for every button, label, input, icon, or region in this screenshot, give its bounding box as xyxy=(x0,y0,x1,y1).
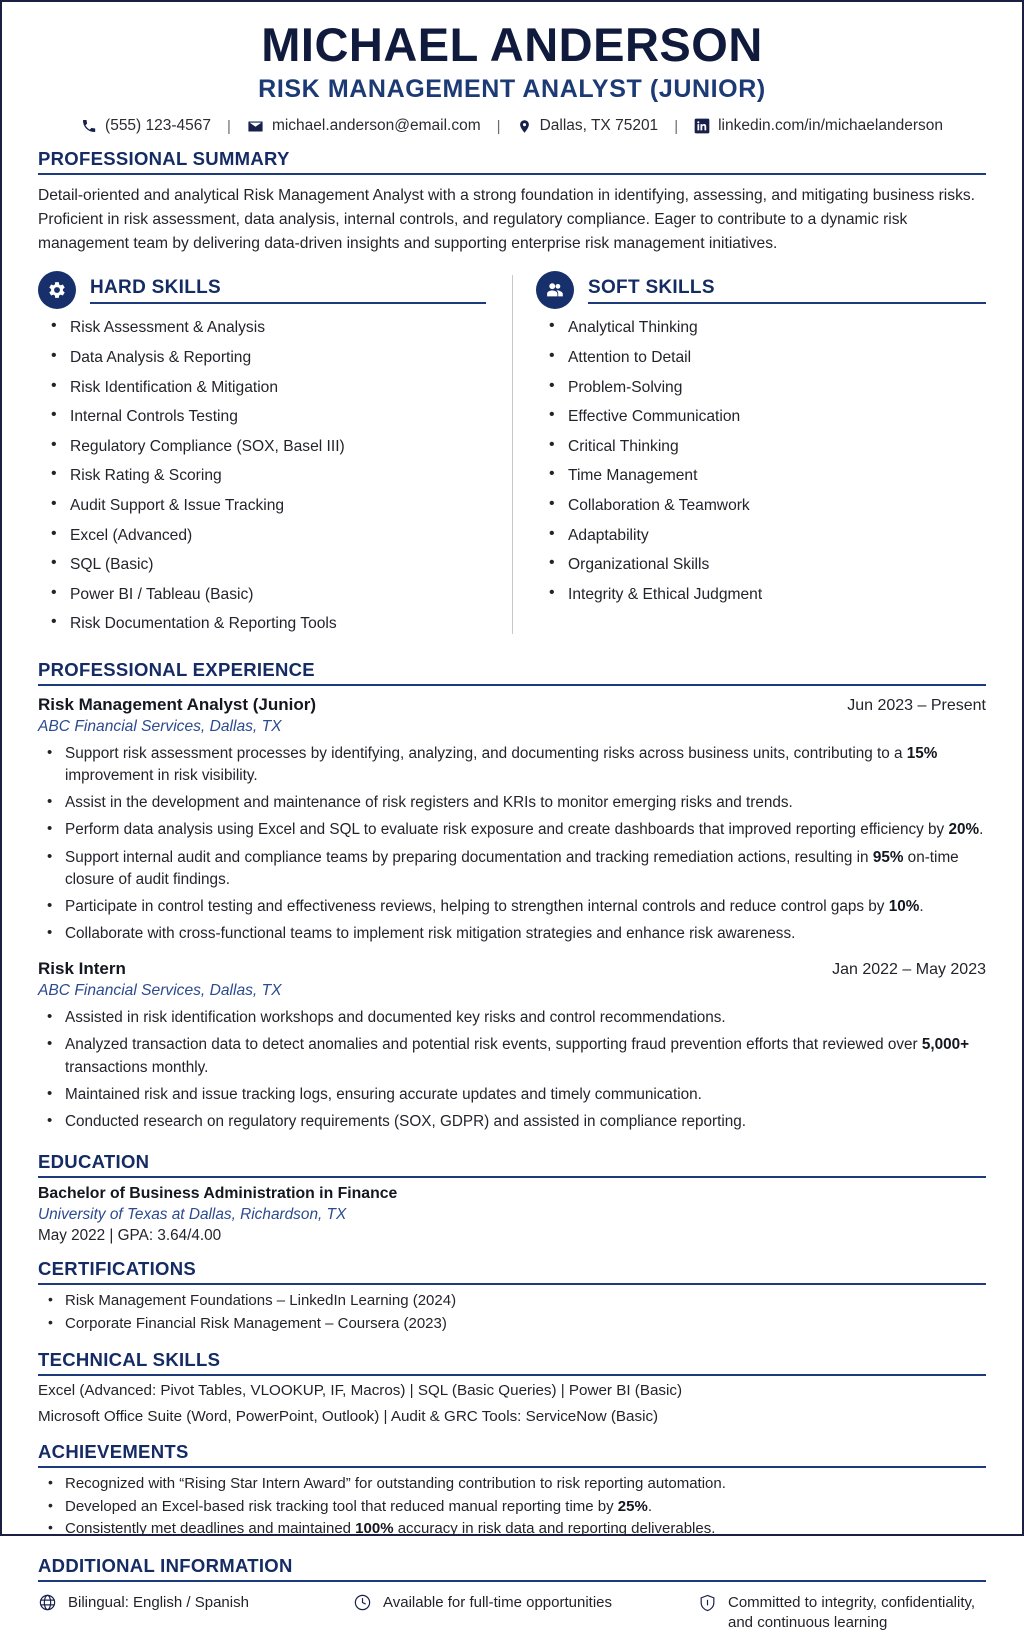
additional-info-text: Bilingual: English / Spanish xyxy=(68,1593,249,1611)
hard-skills-list xyxy=(38,309,486,632)
email-icon xyxy=(247,118,264,135)
list-item: • Recognized with “Rising Star Intern Award” for outstanding contribution to risk reporting automation. xyxy=(38,1474,986,1494)
list-item: • Analyzed transaction data to detect anomalies and potential risk events, supporting fraud prevention efforts that reviewed over 5,000+ transactions monthly. xyxy=(38,1034,986,1078)
list-item: • Excel (Advanced) xyxy=(38,528,486,544)
contact-separator: | xyxy=(227,117,231,135)
list-item: • SQL (Basic) xyxy=(38,557,486,573)
soft-skills-header xyxy=(536,271,986,309)
job-company: ABC Financial Services, Dallas, TX xyxy=(38,982,282,1000)
job-bullets xyxy=(38,736,986,945)
contact-row xyxy=(38,103,986,135)
people-icon xyxy=(536,271,574,309)
list-item: • Regulatory Compliance (SOX, Basel III) xyxy=(38,439,486,455)
hard-skills-column xyxy=(38,271,512,646)
contact-phone-text: (555) 123-4567 xyxy=(105,117,212,135)
list-item: • Perform data analysis using Excel and SQL to evaluate risk exposure and create dashboards that improved reporting efficiency by 20%. xyxy=(38,819,986,841)
list-item: • Consistently met deadlines and maintained 100% accuracy in risk data and reporting deliverables. xyxy=(38,1519,986,1539)
education-meta: May 2022 | GPA: 3.64/4.00 xyxy=(38,1227,222,1245)
list-item: • Integrity & Ethical Judgment xyxy=(536,587,986,603)
clock-icon xyxy=(353,1592,372,1612)
soft-skills-column xyxy=(512,271,986,646)
list-item: • Corporate Financial Risk Management – Coursera (2023) xyxy=(38,1314,986,1334)
list-item: • Assisted in risk identification workshops and documented key risks and control recommendations. xyxy=(38,1007,986,1029)
list-item: • Analytical Thinking xyxy=(536,320,986,336)
list-item: • Critical Thinking xyxy=(536,439,986,455)
technical-skills-line: Excel (Advanced: Pivot Tables, VLOOKUP, IF, Macros) | SQL (Basic Queries) | Power BI (Basic) xyxy=(38,1382,683,1400)
achievements-list xyxy=(38,1468,986,1539)
job-company: ABC Financial Services, Dallas, TX xyxy=(38,717,282,735)
experience-entry xyxy=(38,950,986,1133)
additional-info-text: Committed to integrity, confidentiality, and continuous learning xyxy=(728,1593,976,1631)
skills-section xyxy=(38,255,986,646)
section-heading-experience: PROFESSIONAL EXPERIENCE xyxy=(38,658,315,680)
additional-info-item-language xyxy=(38,1592,353,1613)
page-title: MICHAEL ANDERSON xyxy=(261,18,763,71)
contact-linkedin[interactable] xyxy=(694,117,943,135)
technical-skills-line: Microsoft Office Suite (Word, PowerPoint, Outlook) | Audit & GRC Tools: ServiceNow (Basic) xyxy=(38,1408,659,1426)
list-item: • Power BI / Tableau (Basic) xyxy=(38,587,486,603)
list-item: • Audit Support & Issue Tracking xyxy=(38,498,486,514)
education-degree: Bachelor of Business Administration in Finance xyxy=(38,1185,398,1203)
linkedin-icon xyxy=(694,118,710,134)
contact-location-text: Dallas, TX 75201 xyxy=(539,117,659,135)
experience-entry xyxy=(38,686,986,945)
list-item: • Problem-Solving xyxy=(536,380,986,396)
section-heading-additional-information: ADDITIONAL INFORMATION xyxy=(38,1554,293,1576)
hard-skills-header xyxy=(38,271,486,309)
list-item: • Attention to Detail xyxy=(536,350,986,366)
list-item: • Maintained risk and issue tracking logs, ensuring accurate updates and timely communication. xyxy=(38,1084,986,1106)
soft-skills-list xyxy=(536,309,986,602)
additional-info-text: Available for full-time opportunities xyxy=(383,1593,613,1611)
list-item: • Assist in the development and maintenance of risk registers and KRIs to monitor emerging risks and trends. xyxy=(38,792,986,814)
location-pin-icon xyxy=(517,118,532,135)
list-item: • Support internal audit and compliance teams by preparing documentation and tracking remediation actions, resulting in 95% on-time closure of audit findings. xyxy=(38,847,986,891)
soft-skills-rule xyxy=(588,302,986,304)
list-item: • Risk Management Foundations – LinkedIn Learning (2024) xyxy=(38,1291,986,1311)
education-school: University of Texas at Dallas, Richardson, TX xyxy=(38,1206,347,1224)
list-item: • Risk Documentation & Reporting Tools xyxy=(38,616,486,632)
professional-summary-text: Detail-oriented and analytical Risk Management Analyst with a strong foundation in identifying, assessing, and mitigating business risks. Proficient in risk assessment, data analysis, internal controls, and regulatory compliance. Eager to contribute to a dynamic risk management team by delivering data-driven insights and supporting enterprise risk management initiatives. xyxy=(38,187,975,252)
list-item: • Risk Rating & Scoring xyxy=(38,468,486,484)
phone-icon xyxy=(81,118,97,134)
list-item: • Time Management xyxy=(536,468,986,484)
list-item: • Data Analysis & Reporting xyxy=(38,350,486,366)
additional-info-item-integrity xyxy=(698,1592,986,1633)
list-item: • Effective Communication xyxy=(536,409,986,425)
certifications-list xyxy=(38,1285,986,1333)
job-headline: RISK MANAGEMENT ANALYST (JUNIOR) xyxy=(258,74,766,103)
hard-skills-title: HARD SKILLS xyxy=(90,276,222,298)
contact-phone[interactable] xyxy=(81,117,211,135)
list-item: • Participate in control testing and effectiveness reviews, helping to strengthen internal controls and reduce control gaps by 10%. xyxy=(38,896,986,918)
contact-separator: | xyxy=(674,117,679,135)
section-heading-professional-summary: PROFESSIONAL SUMMARY xyxy=(38,148,290,170)
gear-icon xyxy=(38,271,76,309)
job-dates: Jun 2023 – Present xyxy=(847,696,986,714)
shield-icon xyxy=(698,1592,717,1613)
section-heading-technical-skills: TECHNICAL SKILLS xyxy=(38,1349,221,1371)
contact-email-text: michael.anderson@email.com xyxy=(271,117,481,135)
contact-linkedin-text: linkedin.com/in/michaelanderson xyxy=(718,117,943,135)
job-title: Risk Intern xyxy=(38,959,126,979)
contact-email[interactable] xyxy=(247,117,481,135)
contact-location xyxy=(517,117,659,135)
list-item: • Conducted research on regulatory requirements (SOX, GDPR) and assisted in compliance reporting. xyxy=(38,1111,986,1133)
section-heading-certifications: CERTIFICATIONS xyxy=(38,1258,197,1280)
contact-separator: | xyxy=(496,117,501,135)
list-item: • Adaptability xyxy=(536,528,986,544)
list-item: • Risk Assessment & Analysis xyxy=(38,320,486,336)
job-title: Risk Management Analyst (Junior) xyxy=(38,694,317,714)
job-bullets xyxy=(38,1000,986,1133)
list-item: • Organizational Skills xyxy=(536,557,986,573)
additional-information-row xyxy=(38,1582,986,1633)
list-item: • Internal Controls Testing xyxy=(38,409,486,425)
list-item: • Developed an Excel-based risk tracking tool that reduced manual reporting time by 25%. xyxy=(38,1497,986,1517)
globe-icon xyxy=(38,1592,57,1612)
additional-info-item-availability xyxy=(353,1592,698,1613)
list-item: • Collaboration & Teamwork xyxy=(536,498,986,514)
list-item: • Risk Identification & Mitigation xyxy=(38,380,486,396)
list-item: • Support risk assessment processes by identifying, analyzing, and documenting risks across business units, contributing to a 15% improvement in risk visibility. xyxy=(38,743,986,787)
section-heading-achievements: ACHIEVEMENTS xyxy=(38,1441,189,1463)
soft-skills-title: SOFT SKILLS xyxy=(588,276,715,298)
list-item: • Collaborate with cross-functional teams to implement risk mitigation strategies and enhance risk awareness. xyxy=(38,923,986,945)
section-heading-education: EDUCATION xyxy=(38,1151,150,1173)
job-dates: Jan 2022 – May 2023 xyxy=(832,961,986,979)
hard-skills-rule xyxy=(90,302,486,304)
